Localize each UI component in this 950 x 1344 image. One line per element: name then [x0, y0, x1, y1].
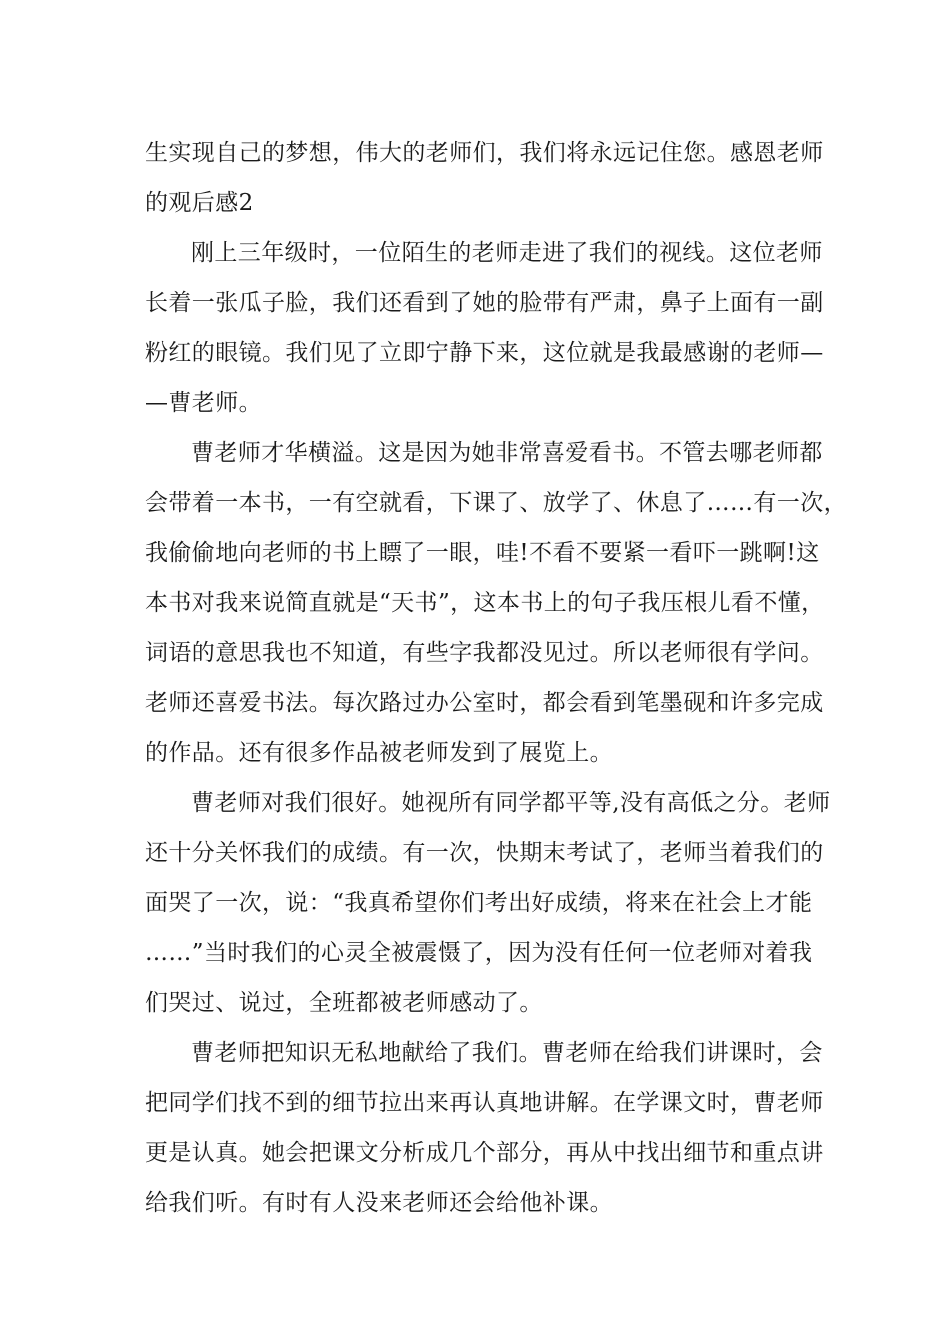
text-line: 面哭了一次，说：“我真希望你们考出好成绩，将来在社会上才能 — [145, 890, 813, 916]
paragraph-3 — [145, 428, 847, 778]
text-line: 老师还喜爱书法。每次路过办公室时，都会看到笔墨砚和许多完成 — [145, 690, 824, 716]
text-line: —曹老师。 — [145, 390, 262, 416]
paragraph-4 — [145, 778, 835, 1028]
paragraph-1 — [145, 128, 835, 228]
text-line: 曹老师把知识无私地献给了我们。曹老师在给我们讲课时，会 — [191, 1040, 823, 1066]
text-line: 的作品。还有很多作品被老师发到了展览上。 — [145, 740, 613, 766]
text-line: ……”当时我们的心灵全被震慑了，因为没有任何一位老师对着我 — [145, 940, 813, 966]
text-line: 长着一张瓜子脸，我们还看到了她的脸带有严肃，鼻子上面有一副 — [145, 290, 824, 316]
text-line: 词语的意思我也不知道，有些字我都没见过。所以老师很有学问。 — [145, 640, 824, 666]
paragraph-2 — [145, 228, 835, 428]
text-line: 们哭过、说过，全班都被老师感动了。 — [145, 990, 543, 1016]
text-line: 更是认真。她会把课文分析成几个部分，再从中找出细节和重点讲 — [145, 1140, 824, 1166]
text-line: 粉红的眼镜。我们见了立即宁静下来，这位就是我最感谢的老师— — [145, 340, 824, 366]
text-line: 把同学们找不到的细节拉出来再认真地讲解。在学课文时，曹老师 — [145, 1090, 824, 1116]
paragraph-5 — [145, 1028, 835, 1228]
text-line: 我偷偷地向老师的书上瞟了一眼，哇!不看不要紧一看吓一跳啊!这 — [145, 540, 820, 566]
text-line: 给我们听。有时有人没来老师还会给他补课。 — [145, 1190, 613, 1216]
text-line: 曹老师对我们很好。她视所有同学都平等,没有高低之分。老师 — [191, 790, 831, 816]
text-line: 本书对我来说简直就是“天书”，这本书上的句子我压根儿看不懂， — [145, 590, 825, 616]
text-line: 曹老师才华横溢。这是因为她非常喜爱看书。不管去哪老师都 — [191, 440, 823, 466]
text-line: 刚上三年级时，一位陌生的老师走进了我们的视线。这位老师 — [191, 240, 823, 266]
text-line: 会带着一本书，一有空就看，下课了、放学了、休息了……有一次， — [145, 490, 847, 516]
text-line: 还十分关怀我们的成绩。有一次，快期末考试了，老师当着我们的 — [145, 840, 824, 866]
text-line: 生实现自己的梦想，伟大的老师们，我们将永远记住您。感恩老师 — [145, 140, 824, 166]
document-body — [145, 128, 847, 1228]
text-line: 的观后感2 — [145, 190, 254, 216]
